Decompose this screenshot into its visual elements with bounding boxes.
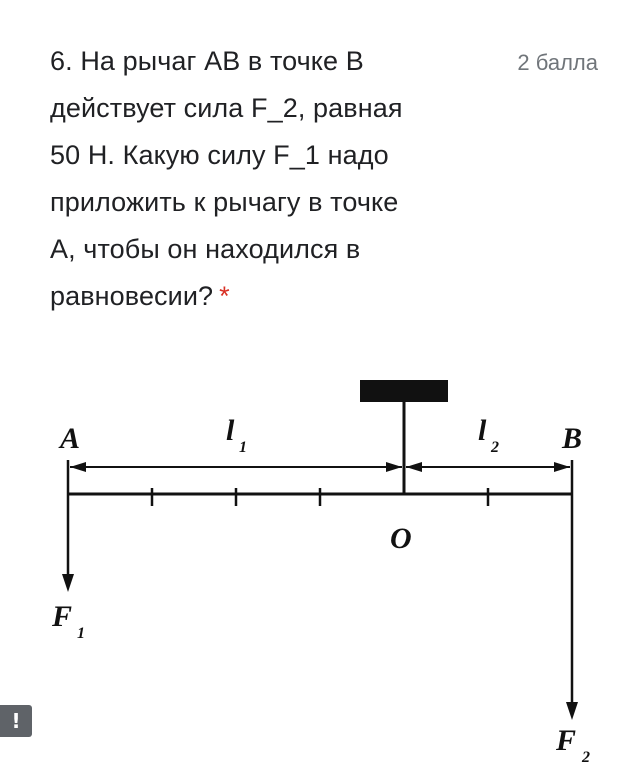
dimension-arrowhead xyxy=(386,462,402,472)
label-l1-subscript: 1 xyxy=(239,439,247,456)
question-line: А, чтобы он находился в xyxy=(50,234,361,264)
force-arrowhead xyxy=(62,574,74,592)
label-o: O xyxy=(390,522,412,555)
label-f1-subscript: 1 xyxy=(77,625,85,642)
required-asterisk: * xyxy=(219,281,230,311)
points-label: 2 балла xyxy=(517,50,598,75)
question-line: равновесии? xyxy=(50,281,214,311)
label-a: A xyxy=(60,422,81,455)
report-button[interactable] xyxy=(0,705,32,737)
dimension-arrowhead xyxy=(406,462,422,472)
lever-diagram xyxy=(0,360,641,772)
question-line-last xyxy=(50,273,490,320)
label-f2: F xyxy=(556,724,577,757)
dimension-arrowhead xyxy=(554,462,570,472)
label-l2: l xyxy=(478,414,487,447)
label-f1: F xyxy=(52,600,73,633)
exclamation-icon: ! xyxy=(11,709,21,733)
question-line: действует сила F_2, равная xyxy=(50,93,403,123)
label-l1: l xyxy=(226,414,235,447)
question-text xyxy=(50,38,490,320)
question-line: 6. На рычаг АВ в точке В xyxy=(50,46,364,76)
support-block xyxy=(360,380,448,402)
label-b: B xyxy=(562,422,583,455)
question-line: приложить к рычагу в точке xyxy=(50,187,399,217)
label-f2-subscript: 2 xyxy=(582,749,590,766)
force-arrowhead xyxy=(566,702,578,720)
question-line: 50 Н. Какую силу F_1 надо xyxy=(50,140,389,170)
dimension-arrowhead xyxy=(70,462,86,472)
label-l2-subscript: 2 xyxy=(491,439,499,456)
